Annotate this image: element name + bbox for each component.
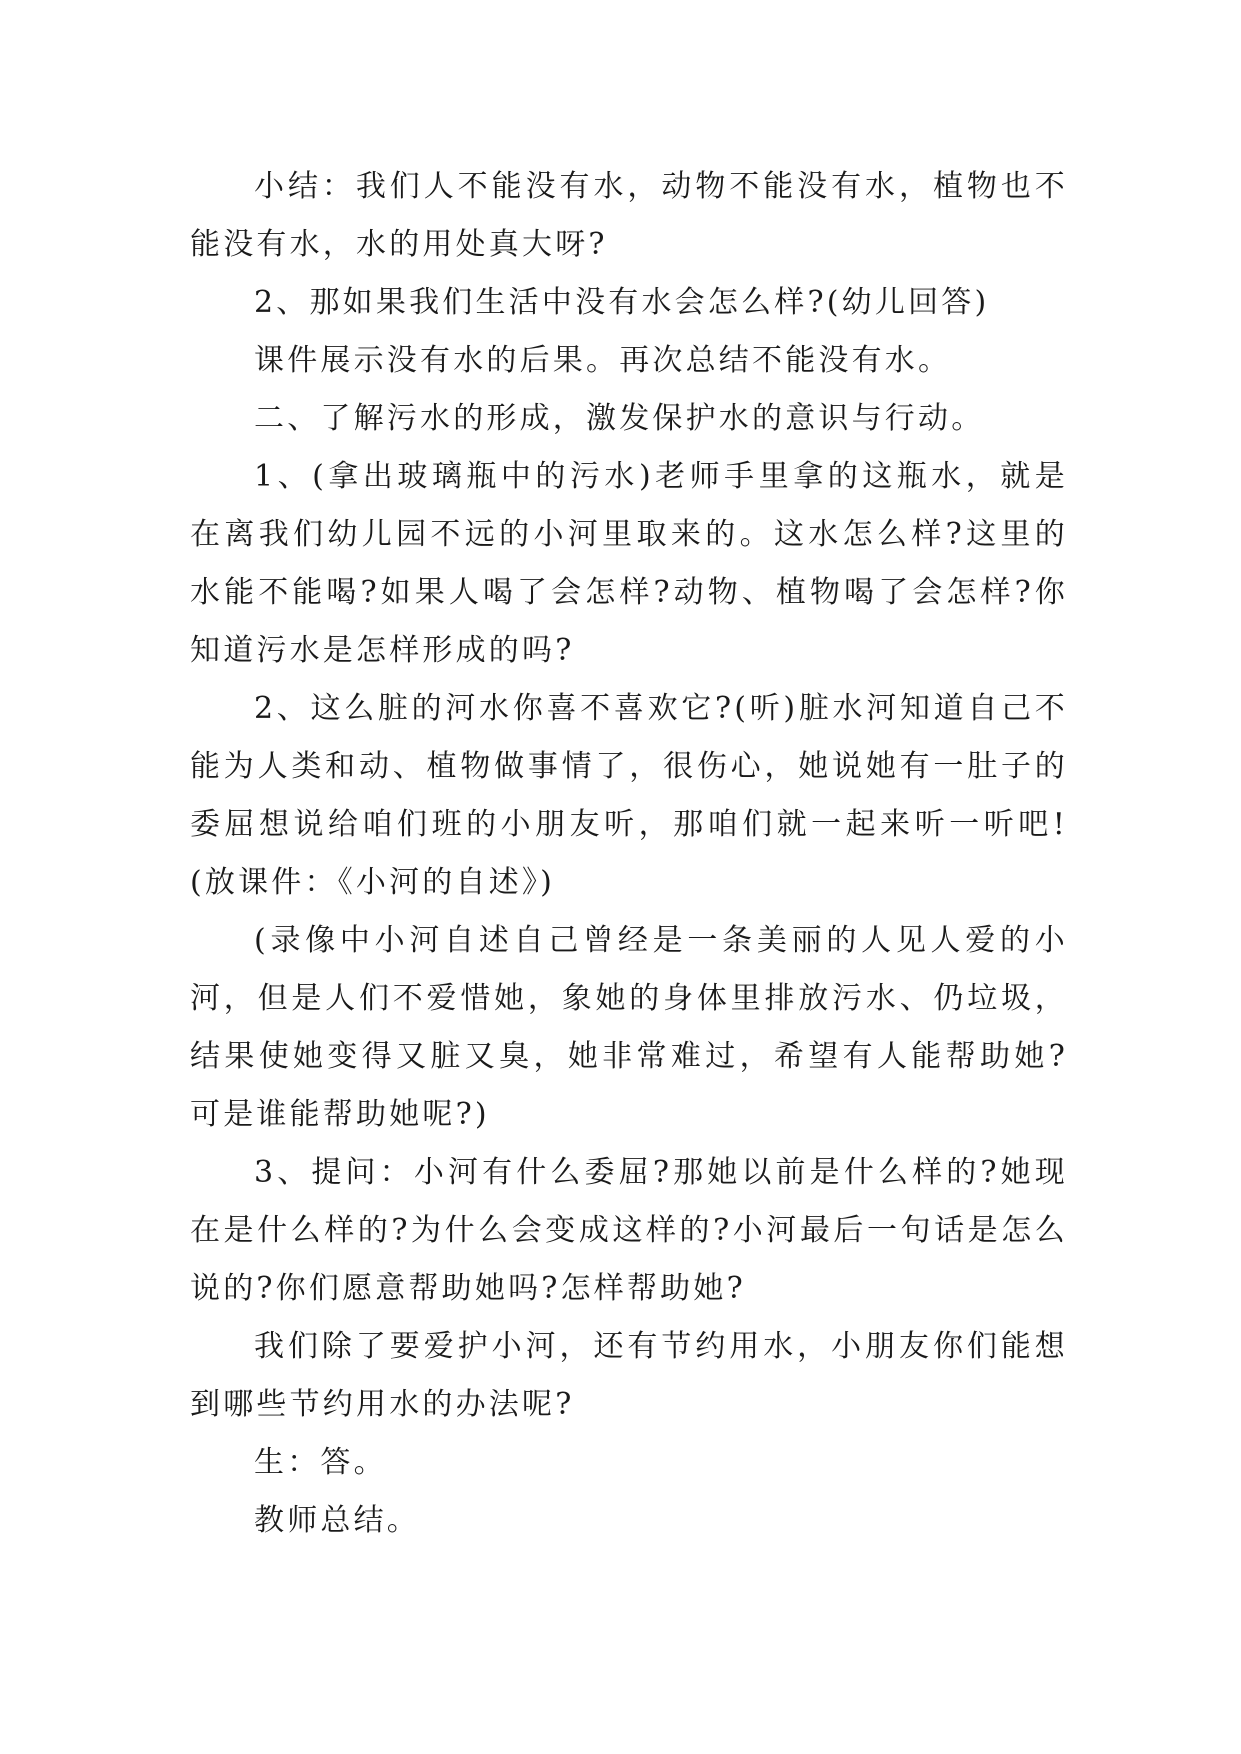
paragraph-question-2: 2、那如果我们生活中没有水会怎么样?(幼儿回答): [254, 285, 990, 320]
paragraph-student-answer: 生：答。: [254, 1445, 387, 1480]
paragraph-save-water: 我们除了要爱护小河，还有节约用水，小朋友你们能想到哪些节约用水的办法呢?: [190, 1329, 1068, 1422]
paragraph-step-3: 3、提问：小河有什么委屈?那她以前是什么样的?她现在是什么样的?为什么会变成这样的?小河最后一句话是怎么说的?你们愿意帮助她吗?怎样帮助她?: [190, 1155, 1068, 1306]
document-body: [190, 158, 1068, 1550]
paragraph-video-note: (录像中小河自述自己曾经是一条美丽的人见人爱的小河，但是人们不爱惜她，象她的身体里排放污水、仍垃圾，结果使她变得又脏又臭，她非常难过，希望有人能帮助她?可是谁能帮助她呢?): [190, 923, 1068, 1132]
paragraph-teacher-summary: 教师总结。: [254, 1503, 420, 1538]
paragraph-section-2-heading: 二、了解污水的形成，激发保护水的意识与行动。: [254, 401, 985, 436]
paragraph-summary: 小结：我们人不能没有水，动物不能没有水，植物也不能没有水，水的用处真大呀?: [190, 169, 1068, 262]
paragraph-courseware: 课件展示没有水的后果。再次总结不能没有水。: [254, 343, 952, 378]
paragraph-step-1: 1、(拿出玻璃瓶中的污水)老师手里拿的这瓶水，就是在离我们幼儿园不远的小河里取来的。这水怎么样?这里的水能不能喝?如果人喝了会怎样?动物、植物喝了会怎样?你知道污水是怎样形成的吗?: [190, 459, 1068, 668]
paragraph-step-2: 2、这么脏的河水你喜不喜欢它?(听)脏水河知道自己不能为人类和动、植物做事情了，很伤心，她说她有一肚子的委屈想说给咱们班的小朋友听，那咱们就一起来听一听吧!(放课件：《小河的自述》): [190, 691, 1068, 900]
